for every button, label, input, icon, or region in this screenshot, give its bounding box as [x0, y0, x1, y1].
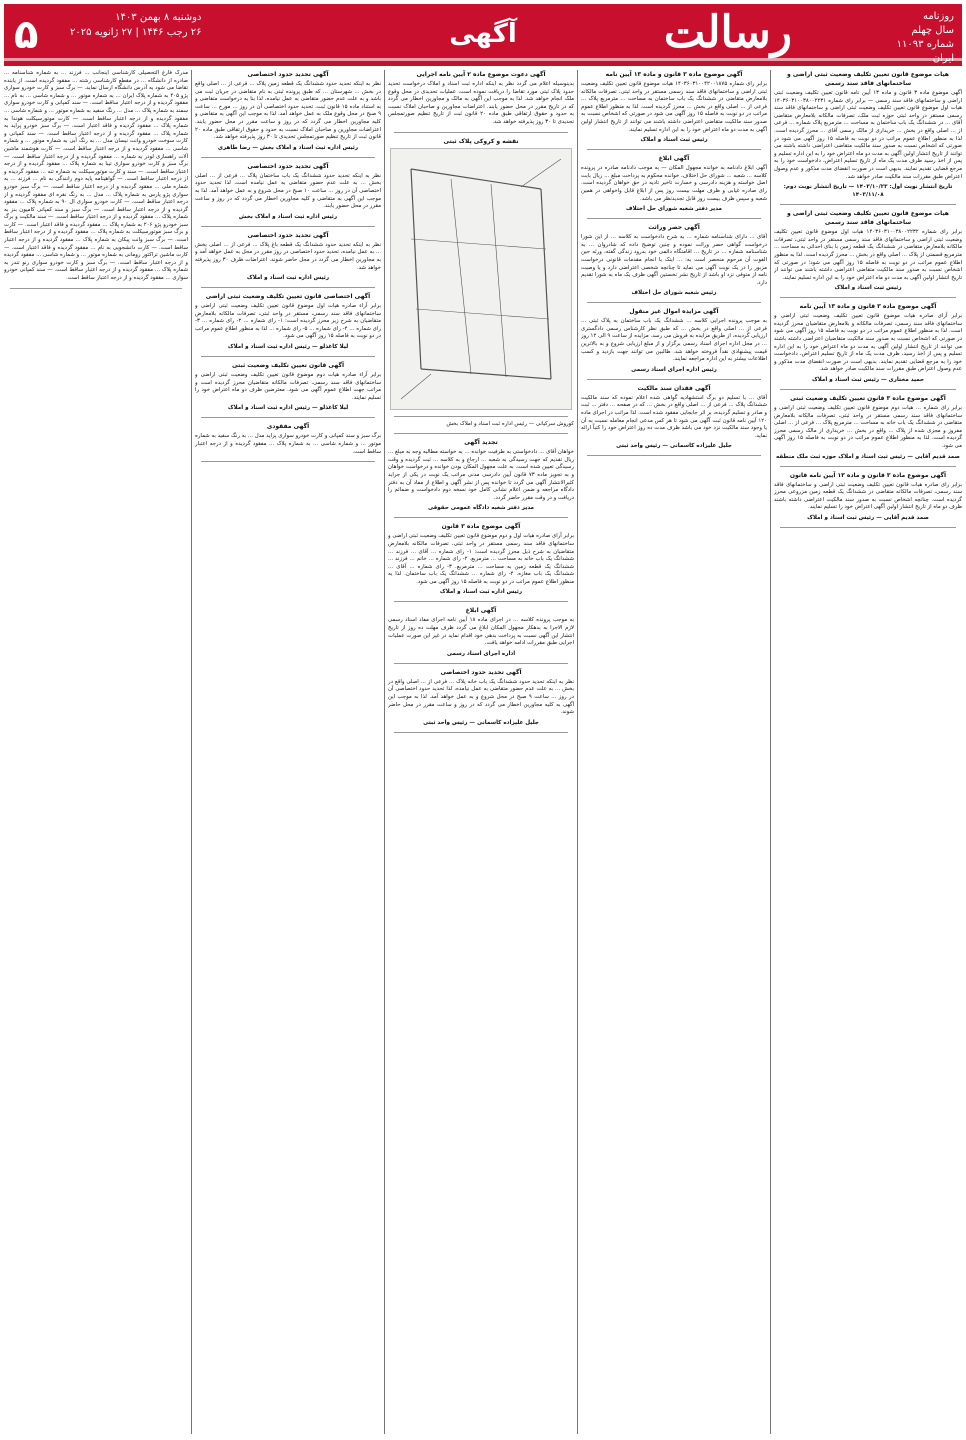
ad-title: آگهی تحدید حدود اختصاصی [247, 162, 329, 170]
ad-separator [394, 601, 568, 602]
ad-signature: حمید مختاری — رئیس ثبت اسناد و املاک [811, 377, 925, 384]
ad-title: آگهی ابلاغ [658, 155, 690, 163]
ad-separator [201, 356, 375, 357]
ad-notice [388, 438, 574, 512]
column-2 [581, 70, 767, 1434]
ad-notice [774, 209, 962, 292]
ad-separator [587, 218, 761, 219]
ad-signature: رئیس اداره ثبت اسناد و املاک [246, 275, 330, 282]
ad-separator [394, 732, 568, 733]
ad-body: نظر به اینکه تحدید حدود ششدانگ یک قطعه زمین پلاک ... فرعی از ... اصلی واقع در بخش ... شهرستان ... که طبق پرونده ثبتی به نام متقاضی در جریان ثبت می باشد و به علت عدم حضور متقاضی به عمل نیامده، لذا بنا به درخواست متقاضی و به استناد ماده ۱۵ قانون ثبت، تحدید حدود اختصاصی آن در روز ... مورخ ... ساعت ۹ صبح در محل وقوع ملک به عمل خواهد آمد. لذا به موجب این آگهی به متقاضی و کلیه مجاورین اخطار می گردد که در روز و ساعت مقرر در محل حضور یابند. اعتراضات مجاورین و صاحبان املاک نسبت به حدود و حقوق ارتفاقی طبق ماده ۲۰ قانون ثبت از تاریخ تنظیم صورتمجلس تحدیدی تا ۳۰ روز پذیرفته خواهد شد. [195, 81, 381, 141]
column-divider [770, 70, 771, 1434]
issue-date [70, 10, 201, 40]
ad-notice [388, 137, 574, 410]
ad-separator [201, 287, 375, 288]
ad-separator [201, 157, 375, 158]
ad-signature: رئیس اداره ثبت اسناد و املاک [439, 589, 523, 596]
column-divider [191, 70, 192, 1434]
ad-notice [581, 384, 767, 451]
masthead-rule [4, 58, 962, 61]
ad-signature: مدیر دفتر شعبه دادگاه عمومی حقوقی [427, 505, 535, 512]
ad-separator [587, 455, 761, 456]
ad-signature: جلیل علیزاده کاسمانی — رئیس واحد ثبتی [423, 719, 539, 726]
ad-body: آگهی ابلاغ دادنامه به خوانده مجهول المکان — به موجب دادنامه صادره در پرونده کلاسه ... شعبه ... شورای حل اختلاف، خوانده محکوم به پرداخت مبلغ ... ریال بابت اصل خواسته و هزینه دادرسی و خسارت تاخیر تادیه در حق خواهان گردیده است. رای صادره غیابی و ظرف مهلت بیست روز پس از ابلاغ قابل واخواهی در همین شعبه و سپس ظرف بیست روز قابل تجدیدنظر می باشد. [581, 165, 767, 202]
ad-notice [388, 522, 574, 596]
ad-title: آگهی دعوت موضوع ماده ۲ آیین نامه اجرایی [416, 71, 546, 78]
ad-separator [780, 204, 956, 205]
ad-notice [774, 302, 962, 384]
ad-body: به موجب پرونده اجرایی کلاسه ... ششدانگ یک باب ساختمان به پلاک ثبتی ... فرعی از ... اصلی واقع در بخش ... که طبق نظر کارشناس رسمی دادگستری ارزیابی گردیده، از طریق مزایده به فروش می رسد. مزایده از ساعت ۹ الی ۱۲ روز ... در محل اداره اجرای اسناد رسمی برگزار و از مبلغ ارزیابی شروع و به بالاترین قیمت پیشنهادی نقداً فروخته خواهد شد. طالبین می توانند جهت بازدید و کسب اطلاعات بیشتر به این اداره مراجعه نمایند. [581, 318, 767, 363]
ad-notice [195, 361, 381, 412]
ad-signature: رئیس اداره ثبت اسناد و املاک بخش — رضا طاهری [217, 144, 359, 151]
ad-body: کوروش سرکیانی — رئیس اداره ثبت اسناد و املاک بخش [446, 420, 574, 427]
brand-line-2: سال چهلم [911, 25, 954, 36]
ad-separator [587, 302, 761, 303]
ad-title: آگهی تحدید حدود اختصاصی [247, 231, 329, 239]
ad-body: نظر به اینکه تحدید حدود ششدانگ یک باب خانه پلاک ... فرعی از ... اصلی واقع در بخش ... به علت عدم حضور متقاضی به عمل نیامده، لذا تحدید حدود اختصاصی آن در روز ... ساعت ۹ صبح در محل شروع و به عمل خواهد آمد. لذا به موجب این آگهی به کلیه مجاورین اخطار می گردد که در روز و ساعت مقرر در محل حاضر شوند. [388, 678, 574, 716]
ad-separator [10, 288, 182, 289]
ad-separator [201, 461, 375, 462]
ad-body: برابر آرای صادره هیات اول و دوم موضوع قانون تعیین تکلیف وضعیت ثبتی اراضی و ساختمانهای فاقد سند رسمی مستقر در واحد ثبتی، تصرفات مالکانه بلامعارض متقاضیان به شرح ذیل محرز گردیده است: ۱- رای شماره ... آقای ... فرزند ... ششدانگ یک باب خانه به مساحت ... مترمربع. ۲- رای شماره ... خانم ... فرزند ... ششدانگ یک قطعه زمین به مساحت ... مترمربع. ۳- رای شماره ... آقای ... ششدانگ یک باب مغازه. ۴- رای شماره ... ششدانگ یک باب ساختمان. لذا به منظور اطلاع عموم مراتب در دو نوبت به فاصله ۱۵ روز آگهی می شود. [388, 533, 574, 585]
ad-body: برگ سبز و سند کمپانی و کارت خودرو سواری پراید مدل ... به رنگ سفید به شماره موتور ... و شماره شاسی ... به شماره پلاک ... مفقود گردیده و از درجه اعتبار ساقط است. [195, 433, 381, 455]
ad-separator [201, 417, 375, 418]
ad-signature: لیلا کاغذلو — رئیس اداره ثبت اسناد و املاک [227, 344, 349, 351]
ad-title: تجدید آگهی [464, 439, 498, 447]
ad-separator [780, 466, 956, 467]
ad-notice [388, 668, 574, 727]
ad-separator [394, 416, 568, 417]
sketch-line [416, 309, 549, 319]
ad-signature: لیلا کاغذلو — رئیس اداره ثبت اسناد و املاک [227, 405, 349, 412]
ad-title: آگهی فقدان سند مالکیت [637, 384, 711, 392]
ad-separator [394, 517, 568, 518]
ad-title: آگهی مفقودی [266, 423, 310, 431]
sketch-line [451, 179, 471, 374]
ad-notice [195, 70, 381, 152]
ad-separator [780, 297, 956, 298]
ad-signature: رئیس اداره اجرای اسناد رسمی [631, 366, 717, 373]
ad-body: برابر آرای صادره هیات موضوع قانون تعیین تکلیف وضعیت ثبتی اراضی و ساختمانهای فاقد سند رسمی، تصرفات مالکانه و بلامعارض متقاضیان محرز گردیده است. لذا به منظور اطلاع عموم مراتب در دو نوبت به فاصله ۱۵ روز آگهی می شود در صورتی که اشخاص نسبت به صدور سند مالکیت متقاضیان اعتراضی داشته باشند می توانند از تاریخ انتشار اولین آگهی به مدت دو ماه اعتراض خود را به این اداره تسلیم و پس از اخذ رسید، ظرف مدت یک ماه از تاریخ تسلیم اعتراض، دادخواست خود را به مرجع قضایی تقدیم نمایند. بدیهی است در صورت انقضای مدت مذکور و عدم وصول اعتراض طبق مقررات سند مالکیت صادر خواهد شد. [774, 313, 962, 373]
ad-columns [4, 70, 962, 1434]
ad-body: آقای ... با تسلیم دو برگ استشهادیه گواهی شده اعلام نموده که سند مالکیت ششدانگ پلاک ... فرعی از ... اصلی واقع در بخش ... که در صفحه ... دفتر ... ثبت و صادر و تسلیم گردیده، بر اثر جابجایی مفقود شده است. لذا مراتب در اجرای ماده ۱۲۰ آیین نامه قانون ثبت آگهی می شود تا هر کس مدعی انجام معامله نسبت به آن یا وجود سند مالکیت نزد خود می باشد ظرف مدت ده روز اعتراض خود را کتباً ارائه نماید. [581, 394, 767, 439]
ad-title: هیات موضوع قانون تعیین تکلیف وضعیت ثبتی اراضی و ساختمانهای فاقد سند رسمی [787, 210, 949, 227]
date-hijri-gregorian: ۲۶ رجب ۱۴۴۶ | ۲۷ ژانویه ۲۰۲۵ [70, 27, 202, 38]
ad-signature: رئیس ثبت اسناد و املاک [834, 285, 902, 292]
ad-body: آقای ... دارای شناسنامه شماره ... به شرح دادخواست به کلاسه ... از این شورا درخواست گواهی حصر وراثت نموده و چنین توضیح داده که شادروان ... به شناسنامه شماره ... در تاریخ ... اقامتگاه دائمی خود بدرود زندگی گفته، ورثه حین الفوت آن مرحوم منحصر است به: ... اینک با انجام مقدمات قانونی درخواست مزبور را در یک نوبت آگهی می نماید تا چنانچه شخصی اعتراضی دارد و یا وصیت نامه از متوفی نزد او باشد از تاریخ نشر نخستین آگهی ظرف یک ماه به شورا تقدیم دارد. [581, 234, 767, 286]
ad-separator [587, 149, 761, 150]
ad-body: برابر رای شماره ۱۴۰۳۶۰۳۱۰۰۳۸۰۰۲۲۳۲ هیات اول موضوع قانون تعیین تکلیف وضعیت ثبتی اراضی و ساختمانهای فاقد سند رسمی مستقر در واحد ثبتی، تصرفات مالکانه بلامعارض متقاضی در ششدانگ یک قطعه زمین با بنای احداثی به مساحت ... مترمربع قسمتی از پلاک ... اصلی واقع در بخش ... محرز گردیده است. لذا به منظور اطلاع عموم مراتب در دو نوبت به فاصله ۱۵ روز آگهی می شود؛ در صورتی که اشخاص نسبت به صدور سند مالکیت متقاضی اعتراضی داشته باشند می توانند از تاریخ انتشار اولین آگهی به مدت دو ماه اعتراض خود را به این اداره تسلیم نمایند. [774, 229, 962, 281]
ad-title: آگهی موضوع ماده ۳ قانون و ماده ۱۳ آیین نامه قانون [789, 471, 947, 479]
sketch-line [491, 184, 506, 377]
sketch-line [521, 159, 561, 187]
ad-notice [4, 70, 188, 283]
ad-notice [195, 422, 381, 456]
ad-notice [195, 292, 381, 351]
ad-title: آگهی مزایده اموال غیر منقول [629, 308, 719, 316]
page-number: ۵ [14, 12, 39, 58]
ad-notice [388, 606, 574, 657]
ad-title: آگهی موضوع ماده ۳ قانون و ماده ۱۳ آیین نامه [605, 71, 743, 78]
masthead [4, 4, 962, 66]
ad-body: برابر رای صادره هیات قانون تعیین تکلیف وضعیت ثبتی اراضی و ساختمانهای فاقد سند رسمی، تصرفات مالکانه متقاضی در ششدانگ یک قطعه زمین مزروعی محرز گردیده است. چنانچه اشخاص نسبت به صدور سند مالکیت اعتراضی داشته باشند ظرف دو ماه از تاریخ انتشار اولین آگهی اعتراض خود را تسلیم نمایند. [774, 481, 962, 511]
ad-title: آگهی موضوع ماده ۳ قانون تعیین تکلیف وضعیت ثبتی [790, 395, 946, 403]
brand-line-1: روزنامه [922, 11, 954, 22]
ad-notice [581, 70, 767, 144]
ad-notice [195, 231, 381, 282]
ad-notice [581, 154, 767, 213]
ad-body: نظر به اینکه تحدید حدود ششدانگ یک قطعه باغ پلاک ... فرعی از ... اصلی بخش ... به عمل نیامده، تحدید حدود اختصاصی در روز مقرر در محل به عمل خواهد آمد و به مجاورین اخطار می گردد در محل حاضر شوند. اعتراضات ظرف ۳۰ روز پذیرفته خواهد شد. [195, 241, 381, 271]
ad-notice [388, 70, 574, 127]
date-persian: دوشنبه ۸ بهمن ۱۴۰۳ [115, 12, 202, 23]
column-4 [195, 70, 381, 1434]
ad-body: آگهی موضوع ماده ۳ قانون و ماده ۱۳ آیین نامه قانون تعیین تکلیف وضعیت ثبتی اراضی و ساختمانهای فاقد سند رسمی — برابر رای شماره ۱۴۰۳۶۰۳۱۰۰۳۸۰۰۲۲۳۱ هیات اول موضوع قانون تعیین تکلیف وضعیت ثبتی اراضی و ساختمانهای فاقد سند رسمی مستقر در واحد ثبتی حوزه ثبت ملک، تصرفات مالکانه بلامعارض متقاضی آقای ... در ششدانگ یک باب ساختمان به مساحت ... مترمربع پلاک شماره ... فرعی از ... اصلی واقع در بخش ... خریداری از مالک رسمی آقای ... محرز گردیده است. لذا به منظور اطلاع عموم مراتب در دو نوبت به فاصله ۱۵ روز آگهی می شود در صورتی که اشخاص نسبت به صدور سند مالکیت متقاضی اعتراضی داشته باشند می توانند از تاریخ انتشار اولین آگهی به مدت دو ماه اعتراض خود را به این اداره تسلیم و پس از اخذ رسید ظرف مدت یک ماه از تاریخ تسلیم اعتراض، دادخواست خود را به مرجع قضایی تقدیم نمایند. بدیهی است در صورت انقضای مدت مذکور و عدم وصول اعتراض طبق مقررات سند مالکیت صادر خواهد شد. [774, 90, 962, 180]
ad-body: نظر به اینکه تحدید حدود ششدانگ یک باب ساختمان پلاک ... فرعی از ... اصلی بخش ... به علت عدم حضور متقاضی به عمل نیامده است، لذا تحدید حدود اختصاصی آن در روز ... ساعت ۱۰ صبح در محل شروع و به عمل خواهد آمد. لذا به موجب این آگهی به متقاضی و کلیه مجاورین اخطار می گردد که در روز و ساعت مقرر در محل حضور یابند. [195, 172, 381, 210]
ad-notice [195, 162, 381, 221]
ad-title: هیات موضوع قانون تعیین تکلیف وضعیت ثبتی اراضی و ساختمانهای فاقد سند رسمی [787, 71, 949, 87]
sketch-line [411, 239, 546, 249]
ad-notice [581, 223, 767, 297]
sketch-line [421, 369, 551, 379]
ad-title: آگهی تحدید حدود اختصاصی [440, 668, 522, 676]
ad-title: آگهی موضوع ماده ۳ قانون [441, 523, 521, 531]
ad-notice [774, 471, 962, 522]
ad-body: برابر آراء صادره هیات اول موضوع قانون تعیین تکلیف وضعیت ثبتی اراضی و ساختمانهای فاقد سند رسمی، مستقر در واحد ثبتی، تصرفات مالکانه بلامعارض متقاضیان به شرح زیر محرز گردیده است: ۱- رای شماره ... ۲- رای شماره ... ۳- رای شماره ... ۴- رای شماره ... ۵- رای شماره ... لذا به منظور اطلاع عموم مراتب در دو نوبت به فاصله ۱۵ روز آگهی می شود. [195, 303, 381, 340]
ad-separator [201, 226, 375, 227]
ad-signature: رئیس ثبت اسناد و املاک [640, 137, 708, 144]
issue-number: شماره ۱۱۰۹۳ [896, 39, 954, 50]
ad-separator [587, 379, 761, 380]
ad-separator [780, 527, 956, 528]
ad-title: آگهی ابلاغ [465, 607, 497, 615]
column-1 [774, 70, 962, 1434]
ad-title: آگهی موضوع ماده ۳ قانون و ماده ۱۳ آیین نامه [799, 303, 937, 311]
newspaper-logo: رسالت [663, 7, 792, 58]
plot-sketch-drawing [391, 149, 571, 409]
sketch-line [401, 374, 431, 399]
ad-signature: رئیس شعبه شورای حل اختلاف [631, 290, 717, 297]
ad-notice [774, 394, 962, 461]
ad-title: آگهی تحدید حدود اختصاصی [247, 71, 329, 78]
column-5 [4, 70, 188, 1434]
ad-title: آگهی اختصاصی قانون تعیین تکلیف وضعیت ثبتی اراضی [205, 293, 371, 301]
ad-signature: اداره اجرای اسناد رسمی [446, 650, 516, 657]
column-divider [384, 70, 385, 1434]
ad-separator [394, 433, 568, 434]
ad-signature: مدیر دفتر شعبه شورای حل اختلاف [626, 206, 722, 213]
section-title: آگهی [449, 19, 517, 49]
sketch-line [541, 189, 551, 379]
ad-notice [581, 307, 767, 374]
ad-body: برابر آراء صادره هیات دوم موضوع قانون تعیین تکلیف وضعیت ثبتی اراضی و ساختمانهای فاقد سند رسمی، تصرفات مالکانه متقاضیان محرز گردیده است و مراتب جهت اطلاع عموم آگهی می شود. معترضین ظرف دو ماه اعتراض خود را تسلیم نمایند. [195, 372, 381, 401]
ad-signature: جلیل علیزاده کاسمانی — رئیس واحد ثبتی [616, 443, 732, 450]
ad-body: برابر رای شماره ... هیات دوم موضوع قانون تعیین تکلیف وضعیت ثبتی اراضی و ساختمانهای فاقد سند رسمی مستقر در واحد ثبتی، تصرفات مالکانه بلامعارض متقاضی در ششدانگ یک باب خانه به مساحت ... مترمربع پلاک ... فرعی از ... اصلی مفروز و مجزی شده از پلاک ... واقع در بخش ... خریداری از مالک رسمی محرز گردیده است. لذا به منظور اطلاع عموم مراتب در دو نوبت به فاصله ۱۵ روز آگهی می شود. [774, 405, 962, 449]
ad-title: نقشه و کروکی پلاک ثبتی [443, 137, 519, 145]
ad-title: آگهی قانون تعیین تکلیف وضعیت ثبتی [232, 362, 344, 370]
column-divider [577, 70, 578, 1434]
ad-body: برابر رای شماره ۱۴۰۳۶۰۳۱۰۰۴۲۰۰۱۸۷۵ هیات موضوع قانون تعیین تکلیف وضعیت ثبتی اراضی و ساختمانهای فاقد سند رسمی مستقر در واحد ثبتی، تصرفات مالکانه بلامعارض متقاضی در ششدانگ یک باب ساختمان به مساحت ... مترمربع پلاک ... فرعی از ... اصلی واقع در بخش ... محرز گردیده است. لذا به منظور اطلاع عموم مراتب در دو نوبت به فاصله ۱۵ روز آگهی می شود در صورتی که اشخاص نسبت به صدور سند مالکیت متقاضی اعتراضی داشته باشند می توانند از تاریخ انتشار اولین آگهی به مدت دو ماه اعتراض خود را به این اداره تسلیم نمایند. [581, 81, 767, 133]
ad-signature: رئیس اداره ثبت اسناد و املاک بخش [238, 213, 338, 220]
ad-title: آگهی حصر وراثت [648, 224, 700, 232]
sketch-line [411, 169, 421, 369]
ad-body: خواهان آقای ... دادخواستی به طرفیت خوانده ... به خواسته مطالبه وجه به مبلغ ... ریال تقدیم که جهت رسیدگی به شعبه ... ارجاع و به کلاسه ... ثبت گردیده و وقت رسیدگی تعیین شده است. به علت مجهول المکان بودن خوانده و درخواست خواهان و به تجویز ماده ۷۳ قانون آیین دادرسی مدنی مراتب یک نوبت در یکی از جراید کثیرالانتشار آگهی می گردد تا خوانده پس از نشر آگهی و اطلاع از مفاد آن به دفتر دادگاه مراجعه و ضمن اعلام نشانی کامل خود نسخه دوم دادخواست و ضمائم را دریافت و در وقت مقرر حاضر گردد. [388, 449, 574, 501]
ad-notice [774, 70, 962, 199]
plot-sketch [390, 148, 572, 410]
sketch-line [411, 169, 541, 189]
ad-notice [388, 421, 574, 429]
ad-signature: صمد قدیم آقایی — رئیس ثبت اسناد و املاک حوزه ثبت ملک منطقه [776, 453, 960, 460]
ad-body: به موجب پرونده کلاسه ... در اجرای ماده ۱۸ آیین نامه اجرای مفاد اسناد رسمی لازم الاجرا به بدهکار مجهول المکان ابلاغ می گردد ظرف مهلت ده روز از تاریخ انتشار این آگهی نسبت به پرداخت بدهی خود اقدام نماید در غیر این صورت عملیات اجرایی طبق مقررات ادامه خواهد یافت. [388, 617, 574, 647]
ad-separator [394, 663, 568, 664]
ad-body: مدرک فارغ التحصیلی کارشناسی اینجانب ... فرزند ... به شماره شناسنامه ... صادره از دانشگاه ... در مقطع کارشناسی رشته ... مفقود گردیده است. از یابنده تقاضا می شود به آدرس دانشگاه ارسال نماید. — برگ سبز و کارت خودرو سواری پژو ۴۰۵ به شماره پلاک ایران ... به شماره موتور ... و شماره شاسی ... به نام ... مفقود گردیده و از درجه اعتبار ساقط است. — سند کمپانی و کارت خودرو سواری سمند به شماره پلاک ... مدل ... رنگ سفید به شماره موتور ... و شماره شاسی ... مفقود گردیده و از درجه اعتبار ساقط است. — کارت موتورسیکلت هوندا به شماره پلاک ... مفقود گردیده و فاقد اعتبار است. — برگ سبز خودرو پراید به شماره پلاک ... مفقود گردیده و از درجه اعتبار ساقط است. — سند کمپانی و کارت سوخت خودرو وانت نیسان مدل ... به رنگ آبی به شماره موتور ... و شماره شاسی ... مفقود گردیده و از درجه اعتبار ساقط است. — کارت هوشمند ماشین آلات راهسازی لودر به شماره ... مفقود گردیده و از درجه اعتبار ساقط است. — برگ سبز و کارت خودرو سواری تیبا به شماره پلاک ... مفقود گردیده و از درجه اعتبار ساقط است. — سند و کارت موتورسیکلت به شماره تنه ... مفقود گردیده و از درجه اعتبار ساقط است. — گواهینامه پایه دوم رانندگی به نام ... فرزند ... به شماره ملی ... مفقود گردیده و از درجه اعتبار ساقط است. — برگ سبز خودرو سواری پژو پارس به شماره پلاک ... مدل ... به رنگ نقره ای مفقود گردیده و از درجه اعتبار ساقط است. — کارت خودرو سواری ال ۹۰ به شماره پلاک ... مفقود گردیده و از درجه اعتبار ساقط است. — برگ سبز و سند کمپانی کامیون بنز به شماره پلاک ... مفقود گردیده و از درجه اعتبار ساقط است. — سند مالکیت و برگ سبز خودرو پژو ۲۰۶ به شماره پلاک ... مفقود گردیده و فاقد اعتبار است. — کارت و برگ سبز موتورسیکلت به شماره پلاک ... مفقود گردیده و از درجه اعتبار ساقط است. — برگ سبز وانت پیکان به شماره پلاک ... مفقود گردیده و از درجه اعتبار ساقط است. — کارت دانشجویی به نام ... مفقود گردیده و فاقد اعتبار است. — کارت ماشین تراکتور رومانی به شماره موتور ... و شماره شاسی ... مفقود گردیده و از درجه اعتبار ساقط است. — برگ سبز و کارت خودرو سواری رنو تندر به شماره پلاک ... مفقود گردیده و از درجه اعتبار ساقط است. — سند کمپانی خودرو سواری ... مفقود گردیده و از درجه اعتبار ساقط است. [4, 70, 188, 282]
ad-signature: تاریخ انتشار نوبت اول: ۱۴۰۳/۱۰/۲۳ — تاریخ انتشار نوبت دوم: ۱۴۰۳/۱۱/۰۸ [783, 184, 953, 199]
ad-separator [394, 132, 568, 133]
ad-signature: صمد قدیم آقایی — رئیس ثبت اسناد و املاک [807, 514, 929, 521]
ad-separator [780, 389, 956, 390]
ad-body: بدینوسیله اعلام می گردد نظر به اینکه اداره ثبت اسناد و املاک درخواست تحدید حدود پلاک ثبتی مورد تقاضا را دریافت نموده است، عملیات تحدیدی در محل وقوع ملک انجام خواهد شد. لذا به موجب این آگهی به مالک و مجاورین اخطار می گردد که در تاریخ مقرر در محل حضور یابند. اعتراضات مجاورین و صاحبان املاک نسبت به حدود و حقوق ارتفاقی طبق ماده ۲۰ قانون ثبت از تاریخ تنظیم صورتمجلس تحدیدی تا ۳۰ روز پذیرفته خواهد شد. [388, 81, 574, 125]
column-3 [388, 70, 574, 1434]
